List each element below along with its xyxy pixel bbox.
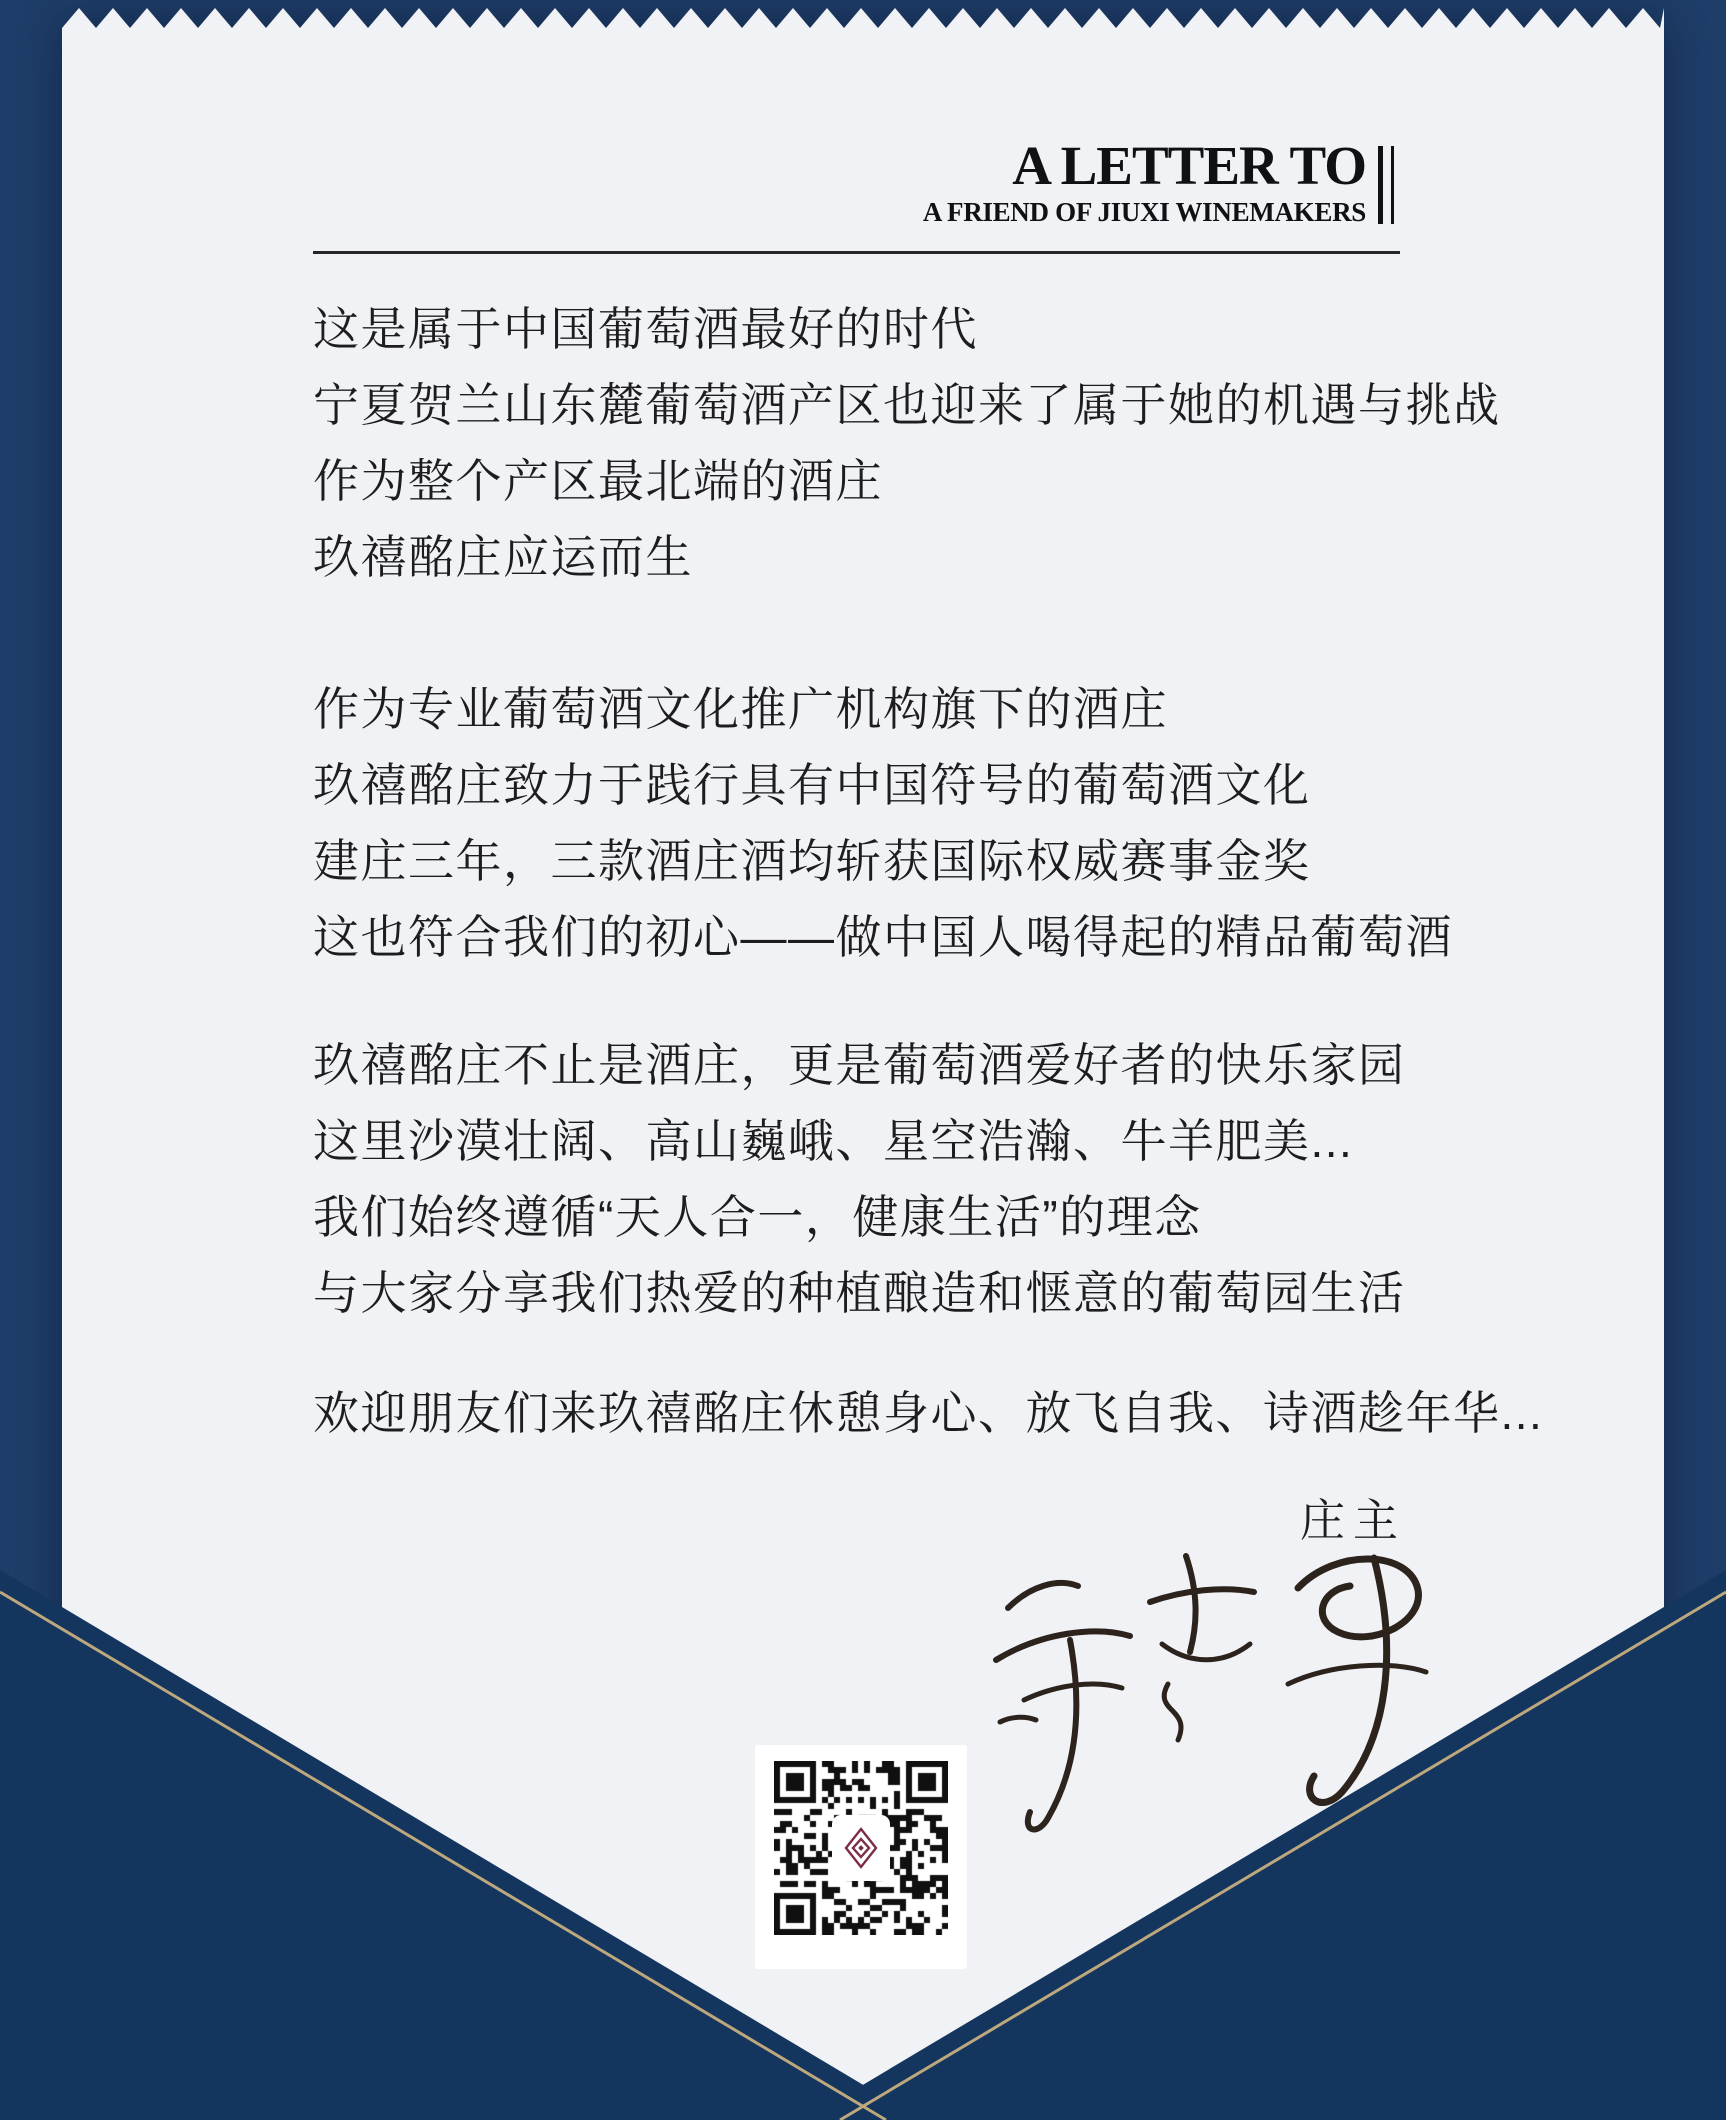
letter-line: 玖禧酩庄致力于践行具有中国符号的葡萄酒文化 xyxy=(313,759,1311,811)
letter-line: 玖禧酩庄应运而生 xyxy=(313,531,693,583)
letter-title: A LETTER TO xyxy=(1012,135,1366,196)
knot-icon xyxy=(843,1826,879,1870)
letter-line: 欢迎朋友们来玖禧酩庄休憩身心、放飞自我、诗酒趁年华... xyxy=(313,1387,1544,1439)
paragraph-4 xyxy=(313,1375,1543,1451)
letter-line: 宁夏贺兰山东麓葡萄酒产区也迎来了属于她的机遇与挑战 xyxy=(313,379,1501,431)
double-bar-icon xyxy=(1378,146,1394,224)
paragraph-1 xyxy=(313,291,1501,595)
header-divider xyxy=(313,251,1400,254)
letter-line: 作为整个产区最北端的酒庄 xyxy=(313,455,883,507)
signoff-role: 庄主 xyxy=(1300,1495,1407,1546)
letter-line: 这是属于中国葡萄酒最好的时代 xyxy=(313,303,978,355)
letter-subtitle: A FRIEND OF JIUXI WINEMAKERS xyxy=(922,197,1366,227)
letter-line: 玖禧酩庄不止是酒庄，更是葡萄酒爱好者的快乐家园 xyxy=(313,1039,1406,1091)
letter-line: 我们始终遵循“天人合一，健康生活”的理念 xyxy=(313,1191,1202,1243)
letter-line: 这也符合我们的初心——做中国人喝得起的精品葡萄酒 xyxy=(313,911,1453,963)
letter-line: 建庄三年，三款酒庄酒均斩获国际权威赛事金奖 xyxy=(313,835,1311,887)
letter-line: 作为专业葡萄酒文化推广机构旗下的酒庄 xyxy=(313,683,1168,735)
paragraph-3 xyxy=(313,1027,1406,1331)
qr-frame xyxy=(755,1745,967,1969)
letter-line: 与大家分享我们热爱的种植酿造和惬意的葡萄园生活 xyxy=(313,1267,1406,1319)
letter-line: 这里沙漠壮阔、高山巍峨、星空浩瀚、牛羊肥美... xyxy=(313,1115,1354,1167)
qr-center-logo xyxy=(832,1815,890,1881)
paragraph-2 xyxy=(313,671,1453,975)
